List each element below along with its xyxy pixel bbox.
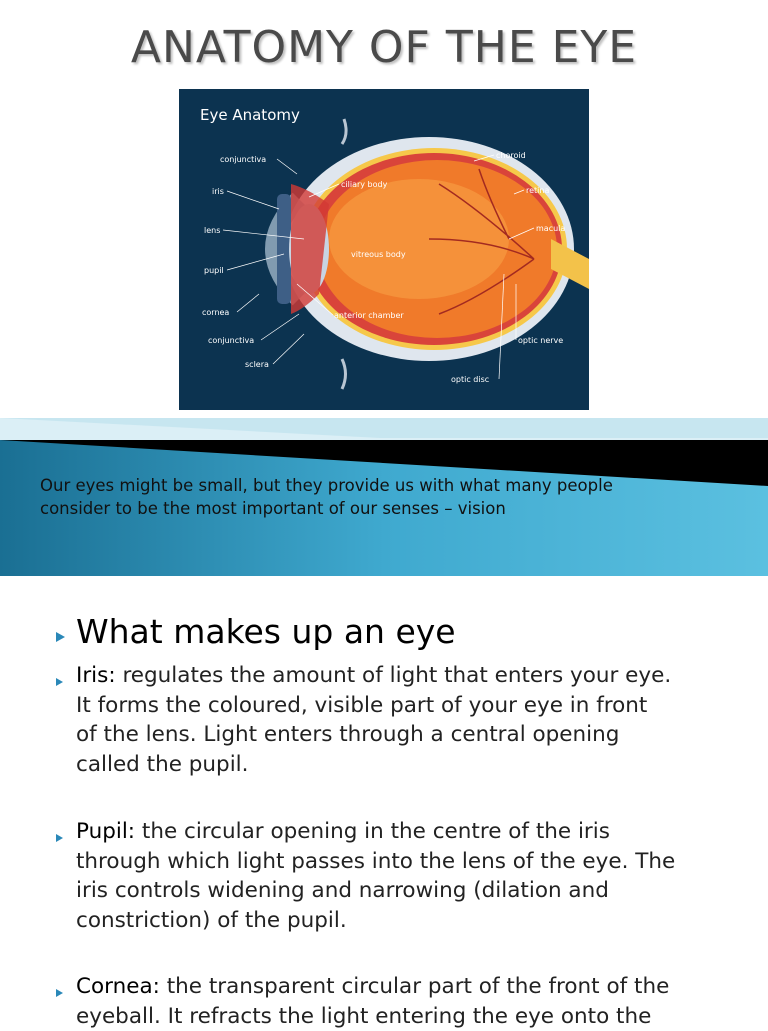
list-item-iris: Iris: regulates the amount of light that enters your eye. It forms the coloured, visible part of your eye in front of the lens. Light enters through a central opening called the pupil. [76, 663, 672, 777]
term-iris: Iris: [76, 663, 116, 688]
label-optic-nerve: optic nerve [518, 336, 564, 345]
label-vitreous-body: vitreous body [351, 250, 406, 259]
banner-line-1: Our eyes might be small, but they provide us with what many people [40, 476, 613, 495]
term-cornea: Cornea: [76, 974, 160, 999]
term-pupil: Pupil: [76, 819, 136, 844]
label-conjunctiva-bottom: conjunctiva [208, 336, 255, 345]
label-ciliary-body: ciliary body [341, 180, 388, 189]
label-pupil: pupil [204, 266, 224, 275]
iris-shape [277, 194, 291, 304]
heading-bullet-icon [56, 626, 65, 645]
eye-anatomy-diagram [179, 89, 589, 410]
label-lens: lens [204, 226, 221, 235]
label-cornea: cornea [202, 308, 230, 317]
banner-line-2: consider to be the most important of our senses – vision [40, 499, 506, 518]
label-optic-disc: optic disc [451, 375, 490, 384]
bullet-icon [56, 827, 63, 846]
diagram-title: Eye Anatomy [200, 106, 300, 124]
label-iris: iris [212, 187, 224, 196]
label-conjunctiva-top: conjunctiva [220, 155, 267, 164]
label-anterior-chamber: anterior chamber [334, 311, 404, 320]
slide-title: ANATOMY OF THE EYE [130, 22, 638, 73]
eye-illustration [179, 89, 589, 410]
banner-quote [40, 474, 740, 520]
list-item-pupil: Pupil: the circular opening in the centre of the iris through which light passes into the lens of the eye. The iris controls widening and narrowing (dilation and constriction) of the pupil. [76, 819, 676, 933]
list-item-cornea: Cornea: the transparent circular part of the front of the eyeball. It refracts the light entering the eye onto the [76, 974, 670, 1029]
label-sclera: sclera [245, 360, 269, 369]
label-macula: macula [536, 224, 566, 233]
label-choroid: choroid [496, 151, 526, 160]
bullet-icon [56, 982, 63, 1001]
label-retina: retina [526, 186, 550, 195]
section-heading: What makes up an eye [76, 612, 456, 651]
bullet-icon [56, 671, 63, 690]
